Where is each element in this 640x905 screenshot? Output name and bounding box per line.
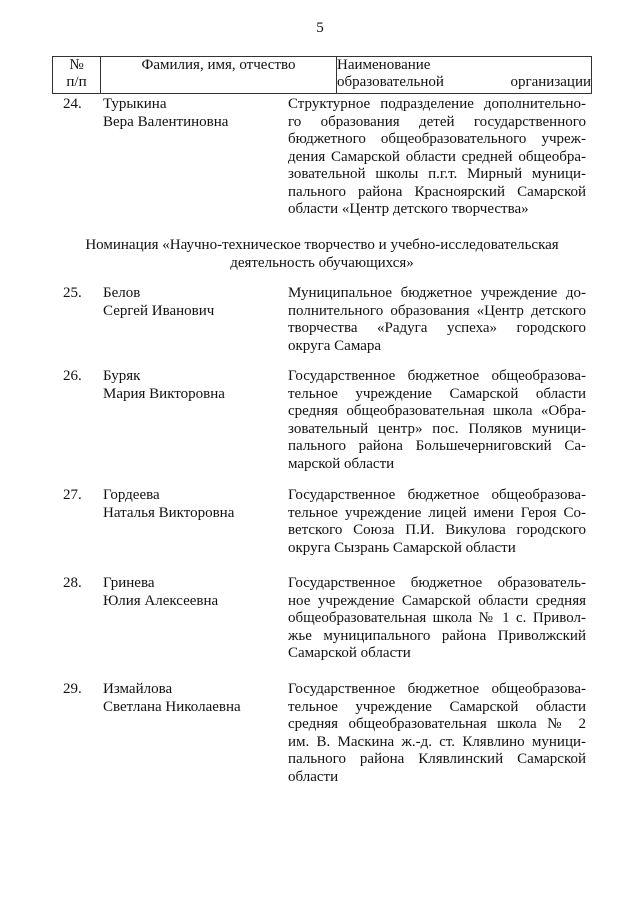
row-number: 27.	[63, 487, 82, 503]
org-line: марской области	[288, 455, 395, 472]
name-line: Гринева	[103, 575, 155, 591]
row-full-name	[103, 368, 283, 403]
org-line: зовательной школы п.г.т. Мирный муници-	[288, 166, 586, 182]
row-full-name	[103, 681, 283, 716]
row-full-name	[103, 575, 283, 610]
name-line: Юлия Алексеевна	[103, 592, 219, 609]
name-line: Сергей Иванович	[103, 302, 215, 319]
header-name-cell	[101, 57, 337, 93]
org-line: Муниципальное бюджетное учреждение до-	[288, 285, 586, 301]
org-line: области «Центр детского творчества»	[288, 201, 529, 217]
header-org-cell	[337, 57, 592, 93]
header-org-line: Наименование	[337, 57, 431, 73]
org-line: тельное учреждение Самарской области	[288, 385, 586, 402]
name-line: Буряк	[103, 368, 141, 384]
org-line: пального района Красноярский Самарской	[288, 183, 586, 200]
org-line: жье муниципального района Приволжский	[288, 627, 586, 644]
row-organization	[288, 368, 586, 473]
org-line: округа Самара	[288, 337, 382, 354]
table-header	[52, 56, 592, 94]
nomination-line: Номинация «Научно-техническое творчество и учебно-исследовательская	[85, 237, 559, 253]
org-line: бюджетного общеобразовательного учреж-	[288, 131, 586, 147]
row-organization	[288, 96, 586, 219]
page-number: 5	[316, 20, 324, 36]
org-line: го образования детей государственного	[288, 113, 586, 130]
row-number: 25.	[63, 285, 82, 301]
name-line: Светлана Николаевна	[103, 698, 241, 715]
name-line: Измайлова	[103, 681, 173, 697]
org-line: средняя общеобразовательная школа «Обра-	[288, 403, 586, 419]
name-line: Белов	[103, 285, 141, 301]
org-line: ветского Союза П.И. Викулова городского	[288, 522, 586, 538]
header-number-line: №	[69, 57, 84, 73]
nomination-heading	[52, 236, 592, 272]
org-line: Государственное бюджетное образователь-	[288, 575, 586, 591]
org-line: Самарской области	[288, 645, 411, 661]
org-line: области	[288, 768, 339, 785]
header-org-line: образовательной организации	[337, 74, 591, 90]
org-line: пального района Клявлинский Самарской	[288, 751, 586, 767]
org-line: Государственное бюджетное общеобразова-	[288, 681, 586, 697]
org-line: пального района Большечерниговский Са-	[288, 438, 586, 454]
row-number: 29.	[63, 681, 82, 697]
row-number: 28.	[63, 575, 82, 591]
org-line: ное учреждение Самарской области средняя	[288, 592, 586, 609]
row-organization	[288, 285, 586, 355]
row-full-name	[103, 96, 283, 131]
row-number: 24.	[63, 96, 82, 112]
name-line: Мария Викторовна	[103, 385, 225, 402]
header-name-label: Фамилия, имя, отчество	[141, 57, 296, 73]
name-line: Гордеева	[103, 487, 160, 503]
org-line: округа Сызрань Самарской области	[288, 539, 516, 556]
org-line: творчества «Радуга успеха» городского	[288, 320, 586, 336]
org-line: средняя общеобразовательная школа № 2	[288, 716, 586, 732]
org-line: дения Самарской области средней общеобра-	[288, 148, 586, 165]
row-number: 26.	[63, 368, 82, 384]
row-full-name	[103, 285, 283, 320]
nomination-line: деятельность обучающихся»	[230, 255, 414, 271]
header-number-cell	[52, 57, 101, 93]
row-organization	[288, 681, 586, 786]
org-line: Государственное бюджетное общеобразова-	[288, 487, 586, 503]
org-line: общеобразовательная школа № 1 с. Привол-	[288, 610, 586, 626]
row-organization	[288, 575, 586, 663]
org-line: зовательный центр» пос. Поляков муници-	[288, 420, 586, 437]
row-organization	[288, 487, 586, 557]
org-line: полнительного образования «Центр детского	[288, 302, 586, 319]
row-full-name	[103, 487, 283, 522]
org-line: им. В. Маскина ж.-д. ст. Клявлино муници-	[288, 733, 586, 750]
org-line: тельное учреждение Самарской области	[288, 698, 586, 715]
name-line: Вера Валентиновна	[103, 113, 229, 130]
org-line: Государственное бюджетное общеобразова-	[288, 368, 586, 384]
org-line: тельное учреждение лицей имени Героя Со-	[288, 504, 586, 521]
name-line: Турыкина	[103, 96, 167, 112]
header-number-line: п/п	[66, 74, 87, 90]
org-line: Структурное подразделение дополнительно-	[288, 96, 586, 112]
name-line: Наталья Викторовна	[103, 504, 235, 521]
